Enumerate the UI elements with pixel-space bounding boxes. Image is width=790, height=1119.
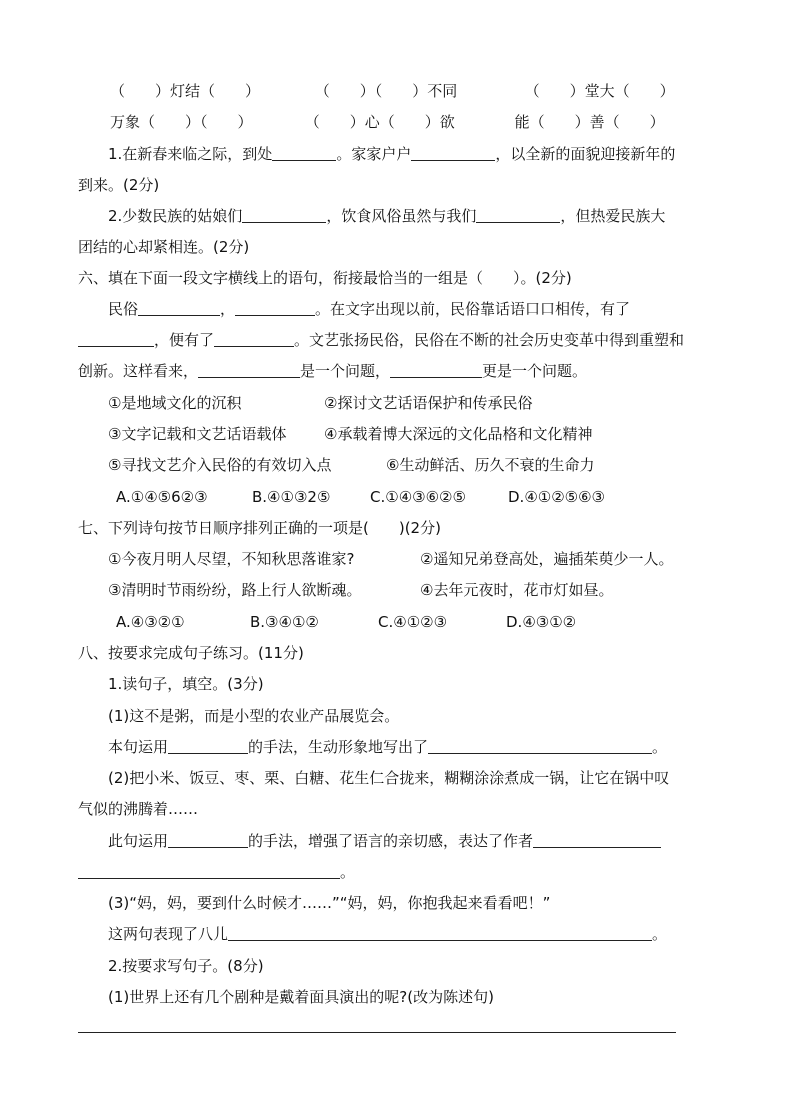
- choice-a[interactable]: A.①④⑤6②③: [116, 488, 208, 506]
- idiom-blank: （ ）（ ）不同: [314, 82, 458, 100]
- idiom-row-1: [110, 81, 675, 101]
- q8-sentence-2-line-2: 气似的沸腾着……: [78, 800, 199, 818]
- q8-sentence-2-fill-cont: 。: [78, 862, 355, 882]
- answer-blank[interactable]: [78, 331, 154, 347]
- q7-choices: [116, 612, 576, 632]
- idiom-blank: （ ）堂大（ ）: [524, 82, 675, 100]
- q6-heading: 六、填在下面一段文字横线上的语句，衔接最恰当的一组是（ ）。(2分): [78, 269, 572, 287]
- answer-blank[interactable]: [476, 207, 560, 223]
- answer-blank[interactable]: [242, 207, 326, 223]
- q6-options-row: ⑤寻找文艺介入民俗的有效切入点 ⑥生动鲜活、历久不衰的生命力: [108, 456, 595, 474]
- choice-b[interactable]: B.③④①②: [250, 613, 319, 631]
- q8-sentence-2-line-1: (2)把小米、饭豆、枣、栗、白糖、花生仁合拢来，糊糊涂涂煮成一锅，让它在锅中叹: [108, 769, 670, 787]
- answer-blank[interactable]: [272, 145, 336, 161]
- idiom-blank: 万象（ ）（ ）: [110, 113, 253, 131]
- answer-blank[interactable]: [411, 145, 495, 161]
- answer-blank[interactable]: [533, 832, 661, 848]
- q8-sentence-3-fill: 这两句表现了八儿 。: [108, 925, 668, 943]
- q6-options-row: ③文字记载和文艺话语载体 ④承载着博大深远的文化品格和文化精神: [108, 425, 593, 443]
- idiom-blank: 能（ ）善（ ）: [514, 113, 665, 131]
- q5-sentence-1: 1.在新春来临之际，到处 。家家户户 ，以全新的面貌迎接新年的: [108, 145, 676, 163]
- q5-sentence-2-cont: 团结的心却紧相连。(2分): [78, 238, 250, 256]
- answer-blank[interactable]: [138, 300, 220, 316]
- q5-sentence-1-cont: 到来。(2分): [78, 176, 160, 194]
- q8-sentence-1: (1)这不是粥，而是小型的农业产品展览会。: [108, 707, 400, 725]
- q6-passage-line-3: 创新。这样看来， 是一个问题， 更是一个问题。: [78, 362, 588, 380]
- answer-blank[interactable]: [214, 331, 294, 347]
- q6-passage-line-1: 民俗 ， 。在文字出现以前，民俗靠话语口口相传，有了: [108, 300, 631, 318]
- idiom-blank: （ ）心（ ）欲: [304, 113, 455, 131]
- q8-write-1: (1)世界上还有几个剧种是戴着面具演出的呢?(改为陈述句): [108, 988, 494, 1006]
- q8-sub2: 2.按要求写句子。(8分): [108, 957, 264, 975]
- q7-poems-row: ③清明时节雨纷纷，路上行人欲断魂。 ④去年元夜时，花市灯如昼。: [108, 581, 614, 599]
- q7-poems-row: ①今夜月明人尽望，不知秋思落谁家? ②遥知兄弟登高处，遍插茱萸少一人。: [108, 550, 674, 568]
- q7-heading: 七、下列诗句按节日顺序排列正确的一项是( )(2分): [78, 519, 441, 537]
- choice-a[interactable]: A.④③②①: [116, 613, 185, 631]
- choice-d[interactable]: D.④③①②: [506, 613, 577, 631]
- choice-c[interactable]: C.①④③⑥②⑤: [370, 488, 466, 506]
- answer-line[interactable]: [78, 1032, 676, 1033]
- q8-sentence-3: (3)“妈，妈，要到什么时候才……”“妈，妈，你抱我起来看看吧！”: [108, 894, 551, 912]
- answer-blank[interactable]: [390, 362, 482, 378]
- q8-sub1: 1.读句子，填空。(3分): [108, 675, 264, 693]
- answer-blank[interactable]: [78, 863, 340, 879]
- answer-blank[interactable]: [168, 738, 248, 754]
- q6-passage-line-2: ，便有了 。文艺张扬民俗，民俗在不断的社会历史变革中得到重塑和: [78, 330, 684, 350]
- answer-blank[interactable]: [198, 362, 300, 378]
- q6-options-row: ①是地域文化的沉积 ②探讨文艺话语保护和传承民俗: [108, 394, 533, 412]
- idiom-row-2: [110, 112, 665, 132]
- answer-blank[interactable]: [428, 738, 652, 754]
- q6-choices: [116, 487, 605, 507]
- choice-b[interactable]: B.④①③2⑤: [252, 488, 331, 506]
- q5-sentence-2: 2.少数民族的姑娘们 ，饮食风俗虽然与我们 ，但热爱民族大: [108, 207, 666, 225]
- choice-c[interactable]: C.④①②③: [378, 613, 448, 631]
- q8-heading: 八、按要求完成句子练习。(11分): [78, 644, 304, 662]
- q8-sentence-1-fill: 本句运用 的手法，生动形象地写出了 。: [108, 738, 668, 756]
- answer-blank[interactable]: [228, 925, 652, 941]
- answer-blank[interactable]: [235, 300, 315, 316]
- answer-blank[interactable]: [168, 832, 248, 848]
- idiom-blank: （ ）灯结（ ）: [110, 82, 261, 100]
- q8-sentence-2-fill: 此句运用 的手法，增强了语言的亲切感，表达了作者: [108, 831, 661, 851]
- choice-d[interactable]: D.④①②⑤⑥③: [508, 488, 606, 506]
